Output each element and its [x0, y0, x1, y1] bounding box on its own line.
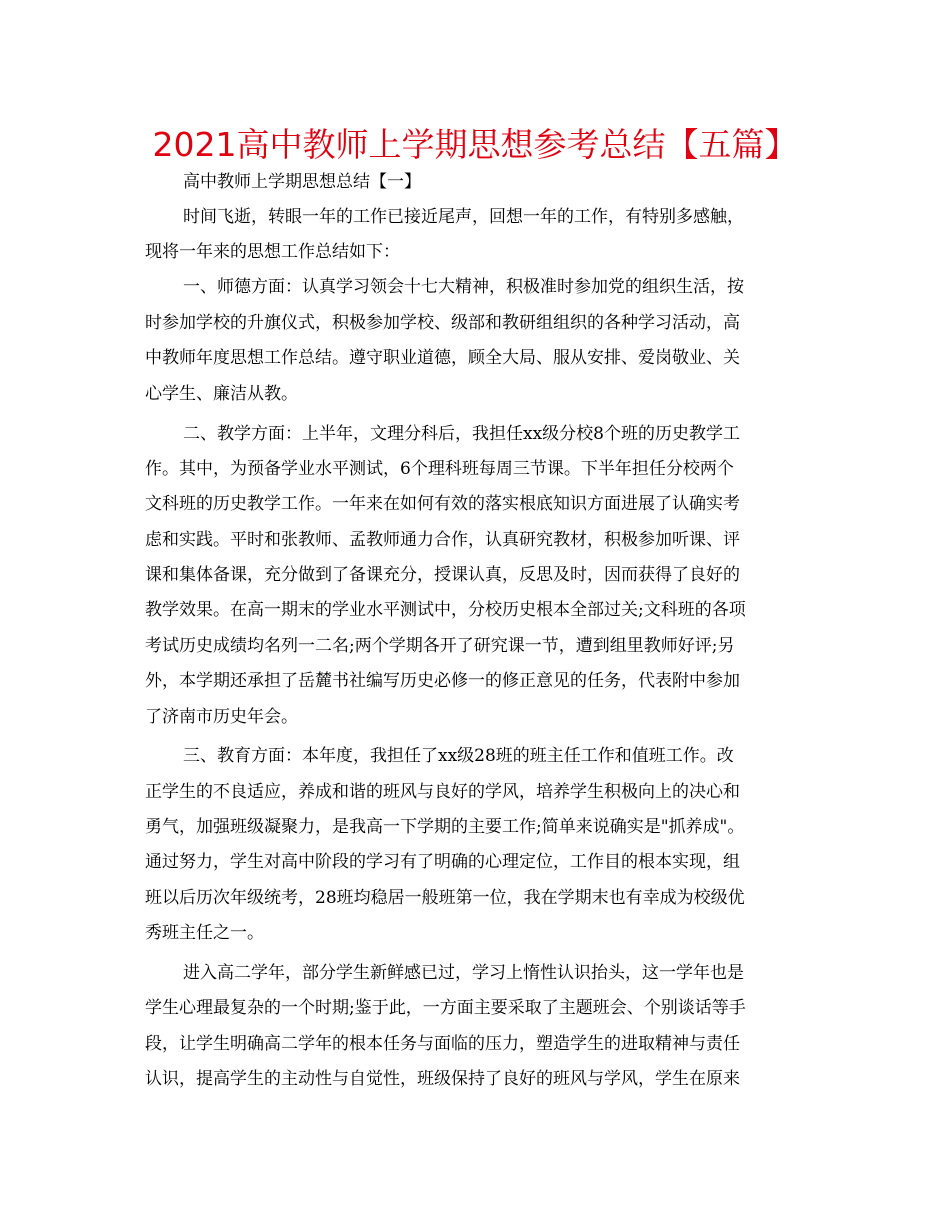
body-line: 教学效果。在高一期末的学业水平测试中，分校历史根本全部过关;文科班的各项: [145, 600, 746, 620]
body-line: 外，本学期还承担了岳麓书社编写历史必修一的修正意见的任务，代表附中参加: [145, 671, 740, 691]
body-line: 二、教学方面：上半年，文理分科后，我担任xx级分校8个班的历史教学工: [183, 424, 740, 444]
body-line: 秀班主任之一。: [145, 923, 264, 943]
body-line: 时间飞逝，转眼一年的工作已接近尾声，回想一年的工作，有特别多感触，: [183, 207, 744, 227]
body-line: 进入高二学年，部分学生新鲜感已过，学习上惰性认识抬头，这一学年也是: [183, 963, 744, 983]
body-line: 通过努力，学生对高中阶段的学习有了明确的心理定位，工作目的根本实现，组: [145, 852, 740, 872]
body-line: 一、师德方面：认真学习领会十七大精神，积极准时参加党的组织生活，按: [183, 277, 744, 297]
body-line: 现将一年来的思想工作总结如下：: [145, 242, 400, 262]
body-line: 了济南市历史年会。: [145, 707, 298, 727]
body-line: 考试历史成绩均名列一二名;两个学期各开了研究课一节，遭到组里教师好评;另: [145, 636, 735, 656]
body-line: 时参加学校的升旗仪式，积极参加学校、级部和教研组组织的各种学习活动，高: [145, 313, 740, 333]
body-line: 正学生的不良适应，养成和谐的班风与良好的学风，培养学生积极向上的决心和: [145, 782, 740, 802]
body-line: 三、教育方面：本年度，我担任了xx级28班的班主任工作和值班工作。改: [183, 746, 734, 766]
body-line: 段，让学生明确高二学年的根本任务与面临的压力，塑造学生的进取精神与责任: [145, 1034, 740, 1054]
body-line: 心学生、廉洁从教。: [145, 384, 298, 404]
document-title: 2021高中教师上学期思想参考总结【五篇】: [152, 125, 798, 164]
body-line: 课和集体备课，充分做到了备课充分，授课认真，反思及时，因而获得了良好的: [145, 565, 740, 585]
section-subtitle: 高中教师上学期思想总结【一】: [183, 172, 421, 192]
body-line: 学生心理最复杂的一个时期;鉴于此，一方面主要采取了主题班会、个别谈话等手: [145, 998, 746, 1018]
body-line: 中教师年度思想工作总结。遵守职业道德，顾全大局、服从安排、爱岗敬业、关: [145, 348, 740, 368]
body-line: 认识，提高学生的主动性与自觉性，班级保持了良好的班风与学风，学生在原来: [145, 1069, 740, 1089]
body-line: 班以后历次年级统考，28班均稳居一般班第一位，我在学期末也有幸成为校级优: [145, 888, 745, 908]
body-line: 作。其中，为预备学业水平测试，6个理科班每周三节课。下半年担任分校两个: [145, 459, 734, 479]
body-line: 虑和实践。平时和张教师、孟教师通力合作，认真研究教材，积极参加听课、评: [145, 530, 740, 550]
body-line: 勇气，加强班级凝聚力，是我高一下学期的主要工作;简单来说确实是"抓养成"。: [145, 817, 745, 837]
body-line: 文科班的历史教学工作。一年来在如何有效的落实根底知识方面进展了认确实考: [145, 494, 740, 514]
